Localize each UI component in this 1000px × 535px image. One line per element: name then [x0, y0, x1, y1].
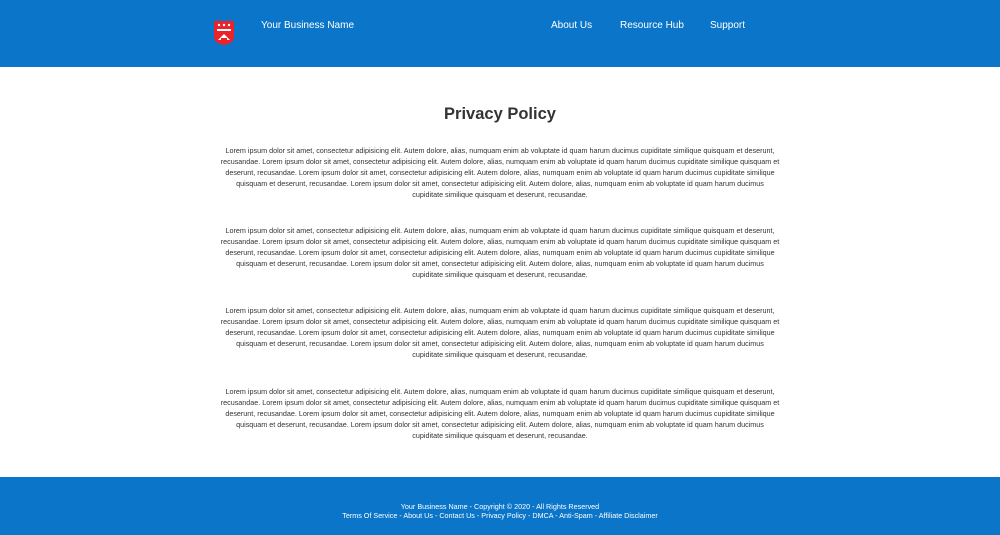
- footer-copyright: Your Business Name - Copyright © 2020 - All Rights Reserved: [400, 502, 600, 511]
- footer-separator: -: [592, 511, 599, 520]
- footer-separator: -: [553, 511, 560, 520]
- policy-paragraph: Lorem ipsum dolor sit amet, consectetur adipisicing elit. Autem dolore, alias, numquam enim ab voluptate id quam harum ducimus cupiditate similique quisquam et deserunt, recusandae. Lorem ipsum dolor sit amet, consectetur adipisicing elit. Autem dolore, alias, numquam enim ab voluptate id quam harum ducimus cupiditate similique quisquam et deserunt, recusandae. Lorem ipsum dolor sit amet, consectetur adipisicing elit. Autem dolore, alias, numquam enim ab voluptate id quam harum ducimus cupiditate similique quisquam et deserunt, recusandae. Lorem ipsum dolor sit amet, consectetur adipisicing elit. Autem dolore, alias, numquam enim ab voluptate id quam harum ducimus cupiditate similique quisquam et deserunt, recusandae.: [220, 226, 780, 279]
- main-nav: [0, 20, 1000, 32]
- nav-resource-hub[interactable]: Resource Hub: [620, 20, 684, 31]
- footer-link-about[interactable]: About Us: [403, 511, 433, 520]
- nav-support[interactable]: Support: [710, 20, 746, 31]
- footer-link-dmca[interactable]: DMCA: [532, 511, 554, 520]
- footer-separator: -: [526, 511, 533, 520]
- brand-name[interactable]: Your Business Name: [261, 20, 355, 31]
- site-header: [0, 0, 1000, 67]
- footer-link-anti-spam[interactable]: Anti-Spam: [559, 511, 593, 520]
- site-footer: [0, 477, 1000, 535]
- policy-paragraph: Lorem ipsum dolor sit amet, consectetur adipisicing elit. Autem dolore, alias, numquam enim ab voluptate id quam harum ducimus cupiditate similique quisquam et deserunt, recusandae. Lorem ipsum dolor sit amet, consectetur adipisicing elit. Autem dolore, alias, numquam enim ab voluptate id quam harum ducimus cupiditate similique quisquam et deserunt, recusandae. Lorem ipsum dolor sit amet, consectetur adipisicing elit. Autem dolore, alias, numquam enim ab voluptate id quam harum ducimus cupiditate similique quisquam et deserunt, recusandae. Lorem ipsum dolor sit amet, consectetur adipisicing elit. Autem dolore, alias, numquam enim ab voluptate id quam harum ducimus cupiditate similique quisquam et deserunt, recusandae.: [220, 146, 780, 199]
- footer-link-contact[interactable]: Contact Us: [439, 511, 475, 520]
- footer-separator: -: [397, 511, 404, 520]
- footer-link-affiliate-disclaimer[interactable]: Affiliate Disclaimer: [598, 511, 658, 520]
- footer-separator: -: [432, 511, 440, 520]
- footer-separator: -: [474, 511, 482, 520]
- footer-links: [0, 511, 1000, 520]
- policy-paragraph: Lorem ipsum dolor sit amet, consectetur adipisicing elit. Autem dolore, alias, numquam enim ab voluptate id quam harum ducimus cupiditate similique quisquam et deserunt, recusandae. Lorem ipsum dolor sit amet, consectetur adipisicing elit. Autem dolore, alias, numquam enim ab voluptate id quam harum ducimus cupiditate similique quisquam et deserunt, recusandae. Lorem ipsum dolor sit amet, consectetur adipisicing elit. Autem dolore, alias, numquam enim ab voluptate id quam harum ducimus cupiditate similique quisquam et deserunt, recusandae. Lorem ipsum dolor sit amet, consectetur adipisicing elit. Autem dolore, alias, numquam enim ab voluptate id quam harum ducimus cupiditate similique quisquam et deserunt, recusandae.: [220, 306, 780, 359]
- footer-link-terms[interactable]: Terms Of Service: [342, 511, 398, 520]
- page-title: Privacy Policy: [444, 105, 556, 123]
- footer-link-privacy[interactable]: Privacy Policy: [481, 511, 527, 520]
- policy-paragraph: Lorem ipsum dolor sit amet, consectetur adipisicing elit. Autem dolore, alias, numquam enim ab voluptate id quam harum ducimus cupiditate similique quisquam et deserunt, recusandae. Lorem ipsum dolor sit amet, consectetur adipisicing elit. Autem dolore, alias, numquam enim ab voluptate id quam harum ducimus cupiditate similique quisquam et deserunt, recusandae. Lorem ipsum dolor sit amet, consectetur adipisicing elit. Autem dolore, alias, numquam enim ab voluptate id quam harum ducimus cupiditate similique quisquam et deserunt, recusandae. Lorem ipsum dolor sit amet, consectetur adipisicing elit. Autem dolore, alias, numquam enim ab voluptate id quam harum ducimus cupiditate similique quisquam et deserunt, recusandae.: [220, 387, 780, 440]
- nav-about-us[interactable]: About Us: [551, 20, 593, 31]
